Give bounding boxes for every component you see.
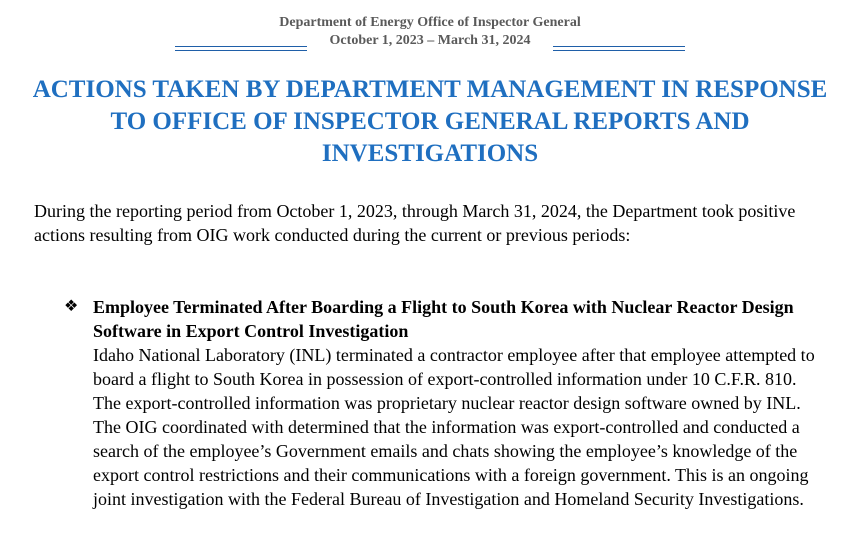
diamond-bullet-icon: ❖ [64,298,79,315]
header-rule-right [553,46,685,51]
header-period: October 1, 2023 – March 31, 2024 [329,33,531,48]
list-item-text: Idaho National Laboratory (INL) terminated a contractor employee after that employee attempted to board a flight to South Korea in possession of export-controlled information under 10 C.F.R. 810. The export-controlled information was proprietary nuclear reactor design software owned by INL. The OIG coordinated with determined that the information was export-controlled and conducted a search of the employee’s Government emails and chats showing the employee’s knowledge of the export control restrictions and their communications with a foreign government. This is an ongoing joint investigation with the Federal Bureau of Investigation and Homeland Security Investigations. [93,345,815,509]
running-header [0,14,860,52]
list-item-body [93,295,823,511]
header-agency: Department of Energy Office of Inspector General [279,15,581,30]
list-item-heading: Employee Terminated After Boarding a Flight to South Korea with Nuclear Reactor Design Software in Export Control Investigation [93,297,794,341]
section-title: ACTIONS TAKEN BY DEPARTMENT MANAGEMENT IN RESPONSE TO OFFICE OF INSPECTOR GENERAL REPORTS AND INVESTIGATIONS [32,76,828,167]
intro-paragraph: During the reporting period from October 1, 2023, through March 31, 2024, the Department took positive actions resulting from OIG work conducted during the current or previous periods: [34,201,796,245]
header-period-row [175,32,685,52]
